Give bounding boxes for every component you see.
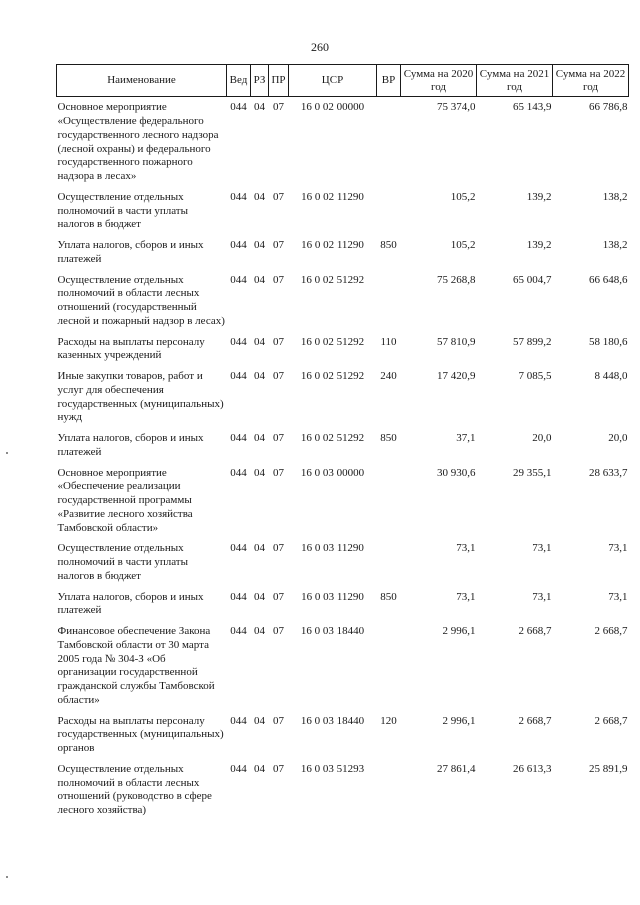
header-name: Наименование [57, 65, 227, 97]
row-rz: 04 [254, 370, 265, 383]
table-row [57, 621, 629, 711]
table-row [57, 463, 629, 539]
row-sum-2021: 7 085,5 [518, 370, 552, 383]
table-row [57, 538, 629, 586]
row-csr: 16 0 03 51293 [300, 762, 365, 775]
row-ved: 044 [230, 590, 247, 603]
row-rz: 04 [254, 542, 265, 555]
row-rz: 04 [254, 335, 265, 348]
row-sum-2021: 139,2 [526, 190, 552, 203]
row-csr: 16 0 03 18440 [300, 714, 365, 727]
table-row [57, 759, 629, 821]
row-sum-2020: 105,2 [450, 190, 476, 203]
row-rz: 04 [254, 466, 265, 479]
row-vr: 110 [380, 335, 397, 348]
row-sum-2022: 8 448,0 [594, 370, 628, 383]
row-csr: 16 0 02 00000 [300, 101, 365, 114]
header-ved: Вед [227, 65, 251, 97]
row-sum-2020: 75 268,8 [437, 273, 476, 286]
row-sum-2022: 25 891,9 [589, 762, 628, 775]
scan-mark [6, 876, 8, 878]
row-ved: 044 [230, 239, 247, 252]
row-pr: 07 [273, 590, 284, 603]
header-sum-2021: Сумма на 2021 год [477, 65, 553, 97]
row-csr: 16 0 02 51292 [300, 432, 365, 445]
row-vr: 850 [380, 590, 397, 603]
row-sum-2021: 2 668,7 [518, 625, 552, 638]
row-ved: 044 [230, 370, 247, 383]
row-sum-2021: 65 004,7 [513, 273, 552, 286]
table-row [57, 97, 629, 187]
row-csr: 16 0 02 51292 [300, 370, 365, 383]
header-sum-2022: Сумма на 2022 год [553, 65, 629, 97]
row-sum-2022: 66 786,8 [589, 101, 628, 114]
row-vr [377, 187, 401, 235]
header-csr: ЦСР [289, 65, 377, 97]
table-header [57, 65, 629, 97]
row-ved: 044 [230, 335, 247, 348]
row-ved: 044 [230, 273, 247, 286]
row-pr: 07 [273, 190, 284, 203]
row-ved: 044 [230, 432, 247, 445]
row-sum-2020: 30 930,6 [437, 466, 476, 479]
row-sum-2020: 57 810,9 [437, 335, 476, 348]
row-name: Расходы на выплаты персоналу казенных учреждений [57, 335, 205, 362]
row-pr: 07 [273, 335, 284, 348]
row-pr: 07 [273, 273, 284, 286]
row-sum-2020: 73,1 [456, 590, 476, 603]
header-vr: ВР [377, 65, 401, 97]
row-sum-2020: 105,2 [450, 239, 476, 252]
header-rz: РЗ [251, 65, 269, 97]
row-pr: 07 [273, 542, 284, 555]
table-row [57, 332, 629, 367]
row-ved: 044 [230, 466, 247, 479]
row-sum-2022: 20,0 [608, 432, 628, 445]
row-csr: 16 0 02 11290 [301, 190, 364, 203]
row-ved: 044 [230, 762, 247, 775]
row-sum-2021: 73,1 [532, 542, 552, 555]
row-sum-2020: 37,1 [456, 432, 476, 445]
row-vr: 240 [380, 370, 397, 383]
row-vr [377, 621, 401, 711]
row-sum-2022: 2 668,7 [594, 625, 628, 638]
row-sum-2022: 138,2 [602, 239, 628, 252]
row-vr [377, 538, 401, 586]
row-vr [377, 270, 401, 332]
row-rz: 04 [254, 432, 265, 445]
row-name: Осуществление отдельных полномочий в части уплаты налогов в бюджет [57, 542, 188, 582]
row-pr: 07 [273, 370, 284, 383]
row-rz: 04 [254, 239, 265, 252]
row-sum-2021: 2 668,7 [518, 714, 552, 727]
row-sum-2021: 29 355,1 [513, 466, 552, 479]
table-row [57, 187, 629, 235]
row-vr: 120 [380, 714, 397, 727]
row-rz: 04 [254, 714, 265, 727]
row-sum-2020: 73,1 [456, 542, 476, 555]
row-name: Уплата налогов, сборов и иных платежей [57, 432, 204, 458]
row-pr: 07 [273, 762, 284, 775]
row-sum-2020: 2 996,1 [442, 714, 476, 727]
header-sum-2020: Сумма на 2020 год [401, 65, 477, 97]
row-ved: 044 [230, 542, 247, 555]
row-sum-2020: 17 420,9 [437, 370, 476, 383]
row-name: Финансовое обеспечение Закона Тамбовской области от 30 марта 2005 года № 304-З «Об организации государственной гражданской службы Тамбовской области» [57, 625, 215, 706]
header-pr: ПР [269, 65, 289, 97]
table-row [57, 270, 629, 332]
row-sum-2021: 139,2 [526, 239, 552, 252]
scan-mark [6, 452, 8, 454]
row-sum-2021: 73,1 [532, 590, 552, 603]
row-sum-2021: 65 143,9 [513, 101, 552, 114]
table-row [57, 711, 629, 759]
table-row [57, 366, 629, 428]
row-sum-2022: 28 633,7 [589, 466, 628, 479]
row-pr: 07 [273, 625, 284, 638]
table-body [57, 97, 629, 821]
row-name: Уплата налогов, сборов и иных платежей [57, 590, 204, 617]
row-ved: 044 [230, 101, 247, 114]
row-sum-2021: 26 613,3 [513, 762, 552, 775]
row-sum-2021: 20,0 [532, 432, 552, 445]
row-csr: 16 0 03 18440 [300, 625, 365, 638]
row-name: Иные закупки товаров, работ и услуг для обеспечения государственных (муниципальных) нужд [57, 370, 224, 424]
row-pr: 07 [273, 432, 284, 445]
row-vr: 850 [380, 239, 397, 252]
budget-table [56, 64, 629, 821]
row-sum-2020: 2 996,1 [442, 625, 476, 638]
row-sum-2022: 2 668,7 [594, 714, 628, 727]
row-csr: 16 0 03 11290 [301, 542, 364, 555]
row-sum-2022: 66 648,6 [589, 273, 628, 286]
row-rz: 04 [254, 273, 265, 286]
row-rz: 04 [254, 590, 265, 603]
row-pr: 07 [273, 101, 284, 114]
row-csr: 16 0 02 11290 [301, 239, 364, 252]
row-csr: 16 0 02 51292 [300, 273, 365, 286]
row-sum-2022: 73,1 [608, 542, 628, 555]
table-row [57, 428, 629, 463]
row-csr: 16 0 03 00000 [300, 466, 365, 479]
row-sum-2022: 58 180,6 [589, 335, 628, 348]
row-rz: 04 [254, 762, 265, 775]
row-csr: 16 0 03 11290 [301, 590, 364, 603]
row-name: Расходы на выплаты персоналу государственных (муниципальных) органов [57, 714, 224, 755]
row-name: Уплата налогов, сборов и иных платежей [57, 239, 204, 265]
row-sum-2022: 73,1 [608, 590, 628, 603]
row-name: Основное мероприятие «Обеспечение реализации государственной программы «Развитие лесного хозяйства Тамбовской области» [57, 466, 193, 534]
row-name: Осуществление отдельных полномочий в области лесных отношений (государственный лесной и пожарный надзор в лесах) [57, 273, 225, 327]
row-ved: 044 [230, 190, 247, 203]
row-name: Осуществление отдельных полномочий в области лесных отношений (руководство в сфере лесного хозяйства) [57, 762, 212, 817]
row-rz: 04 [254, 101, 265, 114]
page-number: 260 [311, 40, 329, 54]
row-name: Осуществление отдельных полномочий в части уплаты налогов в бюджет [57, 190, 188, 231]
row-vr [377, 759, 401, 821]
row-name: Основное мероприятие «Осуществление федерального государственного лесного надзора (лесной охраны) и федерального государственного пожарного надзора в лесах» [57, 101, 219, 183]
row-rz: 04 [254, 190, 265, 203]
row-sum-2020: 27 861,4 [437, 762, 476, 775]
row-pr: 07 [273, 239, 284, 252]
row-pr: 07 [273, 714, 284, 727]
row-vr [377, 463, 401, 539]
table-row [57, 587, 629, 622]
row-pr: 07 [273, 466, 284, 479]
table-row [57, 235, 629, 270]
row-vr [377, 97, 401, 187]
row-vr: 850 [380, 432, 397, 445]
row-ved: 044 [230, 625, 247, 638]
row-ved: 044 [230, 714, 247, 727]
row-sum-2022: 138,2 [602, 190, 628, 203]
row-sum-2020: 75 374,0 [437, 101, 476, 114]
row-rz: 04 [254, 625, 265, 638]
row-sum-2021: 57 899,2 [513, 335, 552, 348]
row-csr: 16 0 02 51292 [300, 335, 365, 348]
